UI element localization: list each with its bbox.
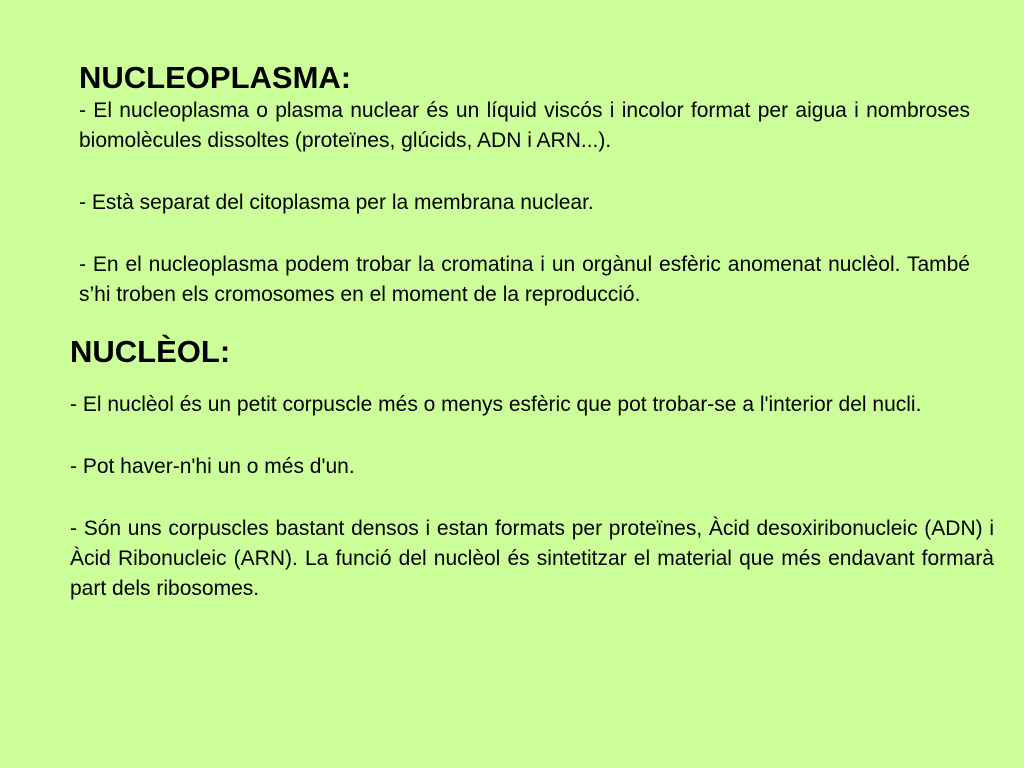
nucleoplasma-heading: NUCLEOPLASMA:: [79, 60, 352, 95]
nucleoplasma-paragraph-3: - En el nucleoplasma podem trobar la cromatina i un orgànul esfèric anomenat nuclèol. També s’hi troben els cromosomes en el moment de la reproducció.: [79, 253, 970, 306]
nucleoplasma-paragraph-1: - El nucleoplasma o plasma nuclear és un líquid viscós i incolor format per aigua i nombroses biomolècules dissoltes (proteïnes, glúcids, ADN i ARN...).: [79, 99, 970, 152]
nucleol-paragraph-3: - Són uns corpuscles bastant densos i estan formats per proteïnes, Àcid desoxiribonucleic (ADN) i Àcid Ribonucleic (ARN). La funció del nuclèol és sintetitzar el material que més endavant formarà part dels ribosomes.: [70, 517, 994, 600]
nucleol-heading: NUCLÈOL:: [70, 334, 231, 369]
nucleol-paragraph-1: - El nuclèol és un petit corpuscle més o menys esfèric que pot trobar-se a l'interior del nucli.: [70, 393, 922, 416]
nucleoplasma-section: [79, 60, 970, 310]
nucleol-section: [70, 334, 994, 604]
nucleoplasma-paragraph-2: - Està separat del citoplasma per la membrana nuclear.: [79, 191, 594, 214]
nucleol-paragraph-2: - Pot haver-n'hi un o més d'un.: [70, 455, 355, 478]
